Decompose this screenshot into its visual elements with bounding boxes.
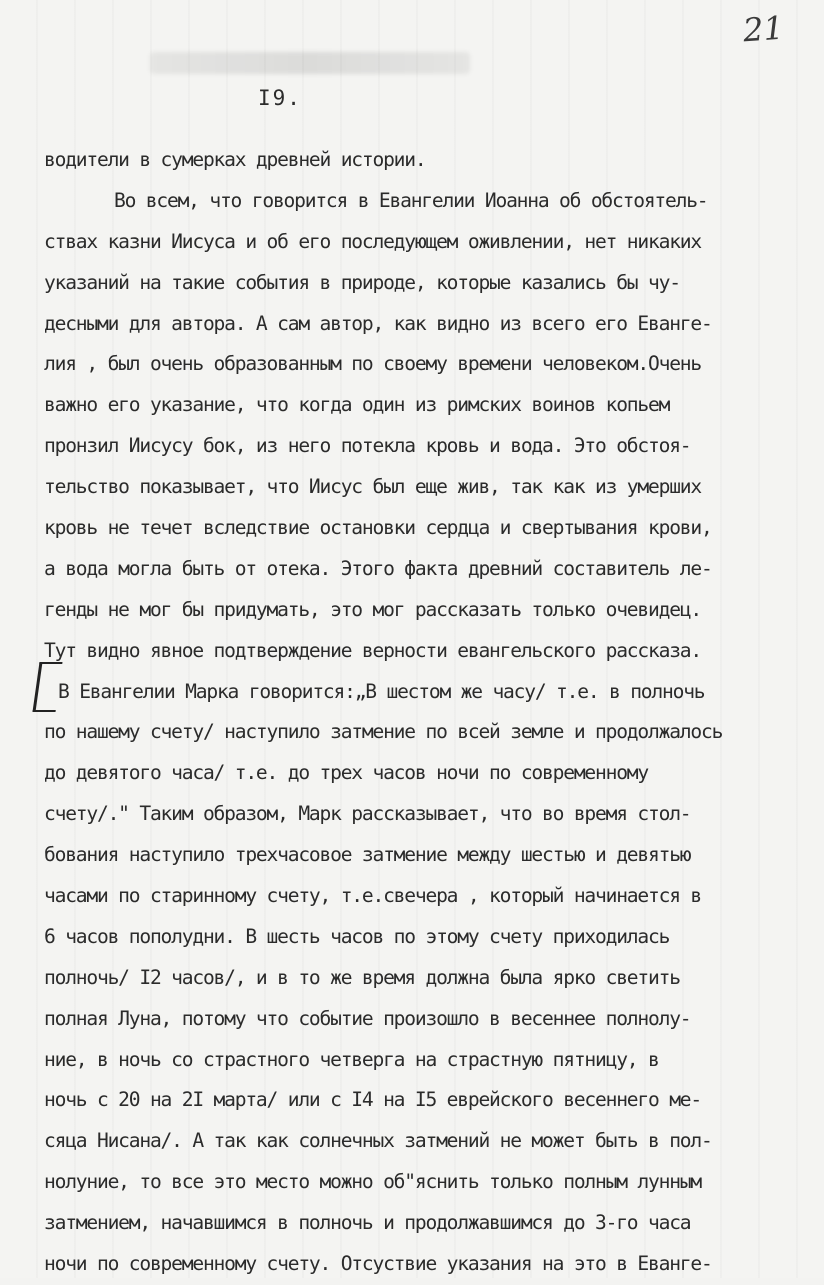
text-line: В Евангелии Марка говорится:„В шестом же часу/ т.е. в полночь <box>58 679 705 703</box>
text-line: нолуние, то все это место можно об"яснить только полным лунным <box>44 1170 701 1194</box>
text-line: пронзил Иисусу бок, из него потекла кровь и вода. Это обстоя- <box>44 434 691 458</box>
text-line: 6 часов пополудни. В шесть часов по этому счету приходилась <box>44 924 670 948</box>
text-line: сяца Нисана/. А так как солнечных затмений не может быть в пол- <box>44 1129 712 1153</box>
text-line: а вода могла быть от отека. Этого факта древний составитель ле- <box>44 556 712 580</box>
archive-number: 21 <box>742 8 786 50</box>
text-line: водители в сумерках древней истории. <box>44 148 426 171</box>
text-line: до девятого часа/ т.е. до трех часов ночи по современному <box>44 761 648 785</box>
text-line: полночь/ I2 часов/, и в то же время должна была ярко светить <box>44 965 680 989</box>
text-line: полная Луна, потому что событие произошло в весеннее полнолу- <box>44 1006 691 1030</box>
body-text <box>44 140 814 1285</box>
text-line: ствах казни Иисуса и об его последующем оживлении, нет никаких <box>44 229 701 253</box>
text-line: по нашему счету/ наступило затмение по всей земле и продолжалось <box>44 720 723 744</box>
page-number: I9. <box>258 86 302 110</box>
text-line: важно его указание, что когда один из римских воинов копьем <box>44 393 670 417</box>
text-line: ночь с 20 на 2I марта/ или с I4 на I5 еврейского весеннего ме- <box>44 1088 701 1112</box>
text-line: генды не мог бы придумать, это мог рассказать только очевидец. <box>44 597 701 621</box>
text-line: ночи по современному счету. Отсуствие указания на это в Еванге- <box>44 1252 712 1276</box>
text-line: указаний на такие события в природе, которые казались бы чу- <box>44 270 680 294</box>
text-line: бования наступило трехчасовое затмение между шестью и девятью <box>44 843 691 867</box>
text-line: Во всем, что говорится в Евангелии Иоанна об обстоятель- <box>114 188 708 212</box>
text-line: кровь не течет вследствие остановки сердца и свертывания крови, <box>44 516 712 540</box>
bleed-through-smudge <box>150 52 470 74</box>
text-line: десными для автора. А сам автор, как видно из всего его Еванге- <box>44 311 712 335</box>
text-line: тельство показывает, что Иисус был еще жив, так как из умерших <box>44 475 701 499</box>
text-line: часами по старинному счету, т.е.свечера , который начинается в <box>44 884 701 908</box>
text-line: Тут видно явное подтверждение верности евангельского рассказа. <box>44 638 701 662</box>
text-line: лия , был очень образованным по своему времени человеком.Очень <box>44 352 701 376</box>
text-line: затмением, начавшимся в полночь и продолжавшимся до 3-го часа <box>44 1211 691 1235</box>
text-line: ние, в ночь со страстного четверга на страстную пятницу, в <box>44 1047 659 1071</box>
text-line: счету/." Таким образом, Марк рассказывает, что во время стол- <box>44 802 691 826</box>
